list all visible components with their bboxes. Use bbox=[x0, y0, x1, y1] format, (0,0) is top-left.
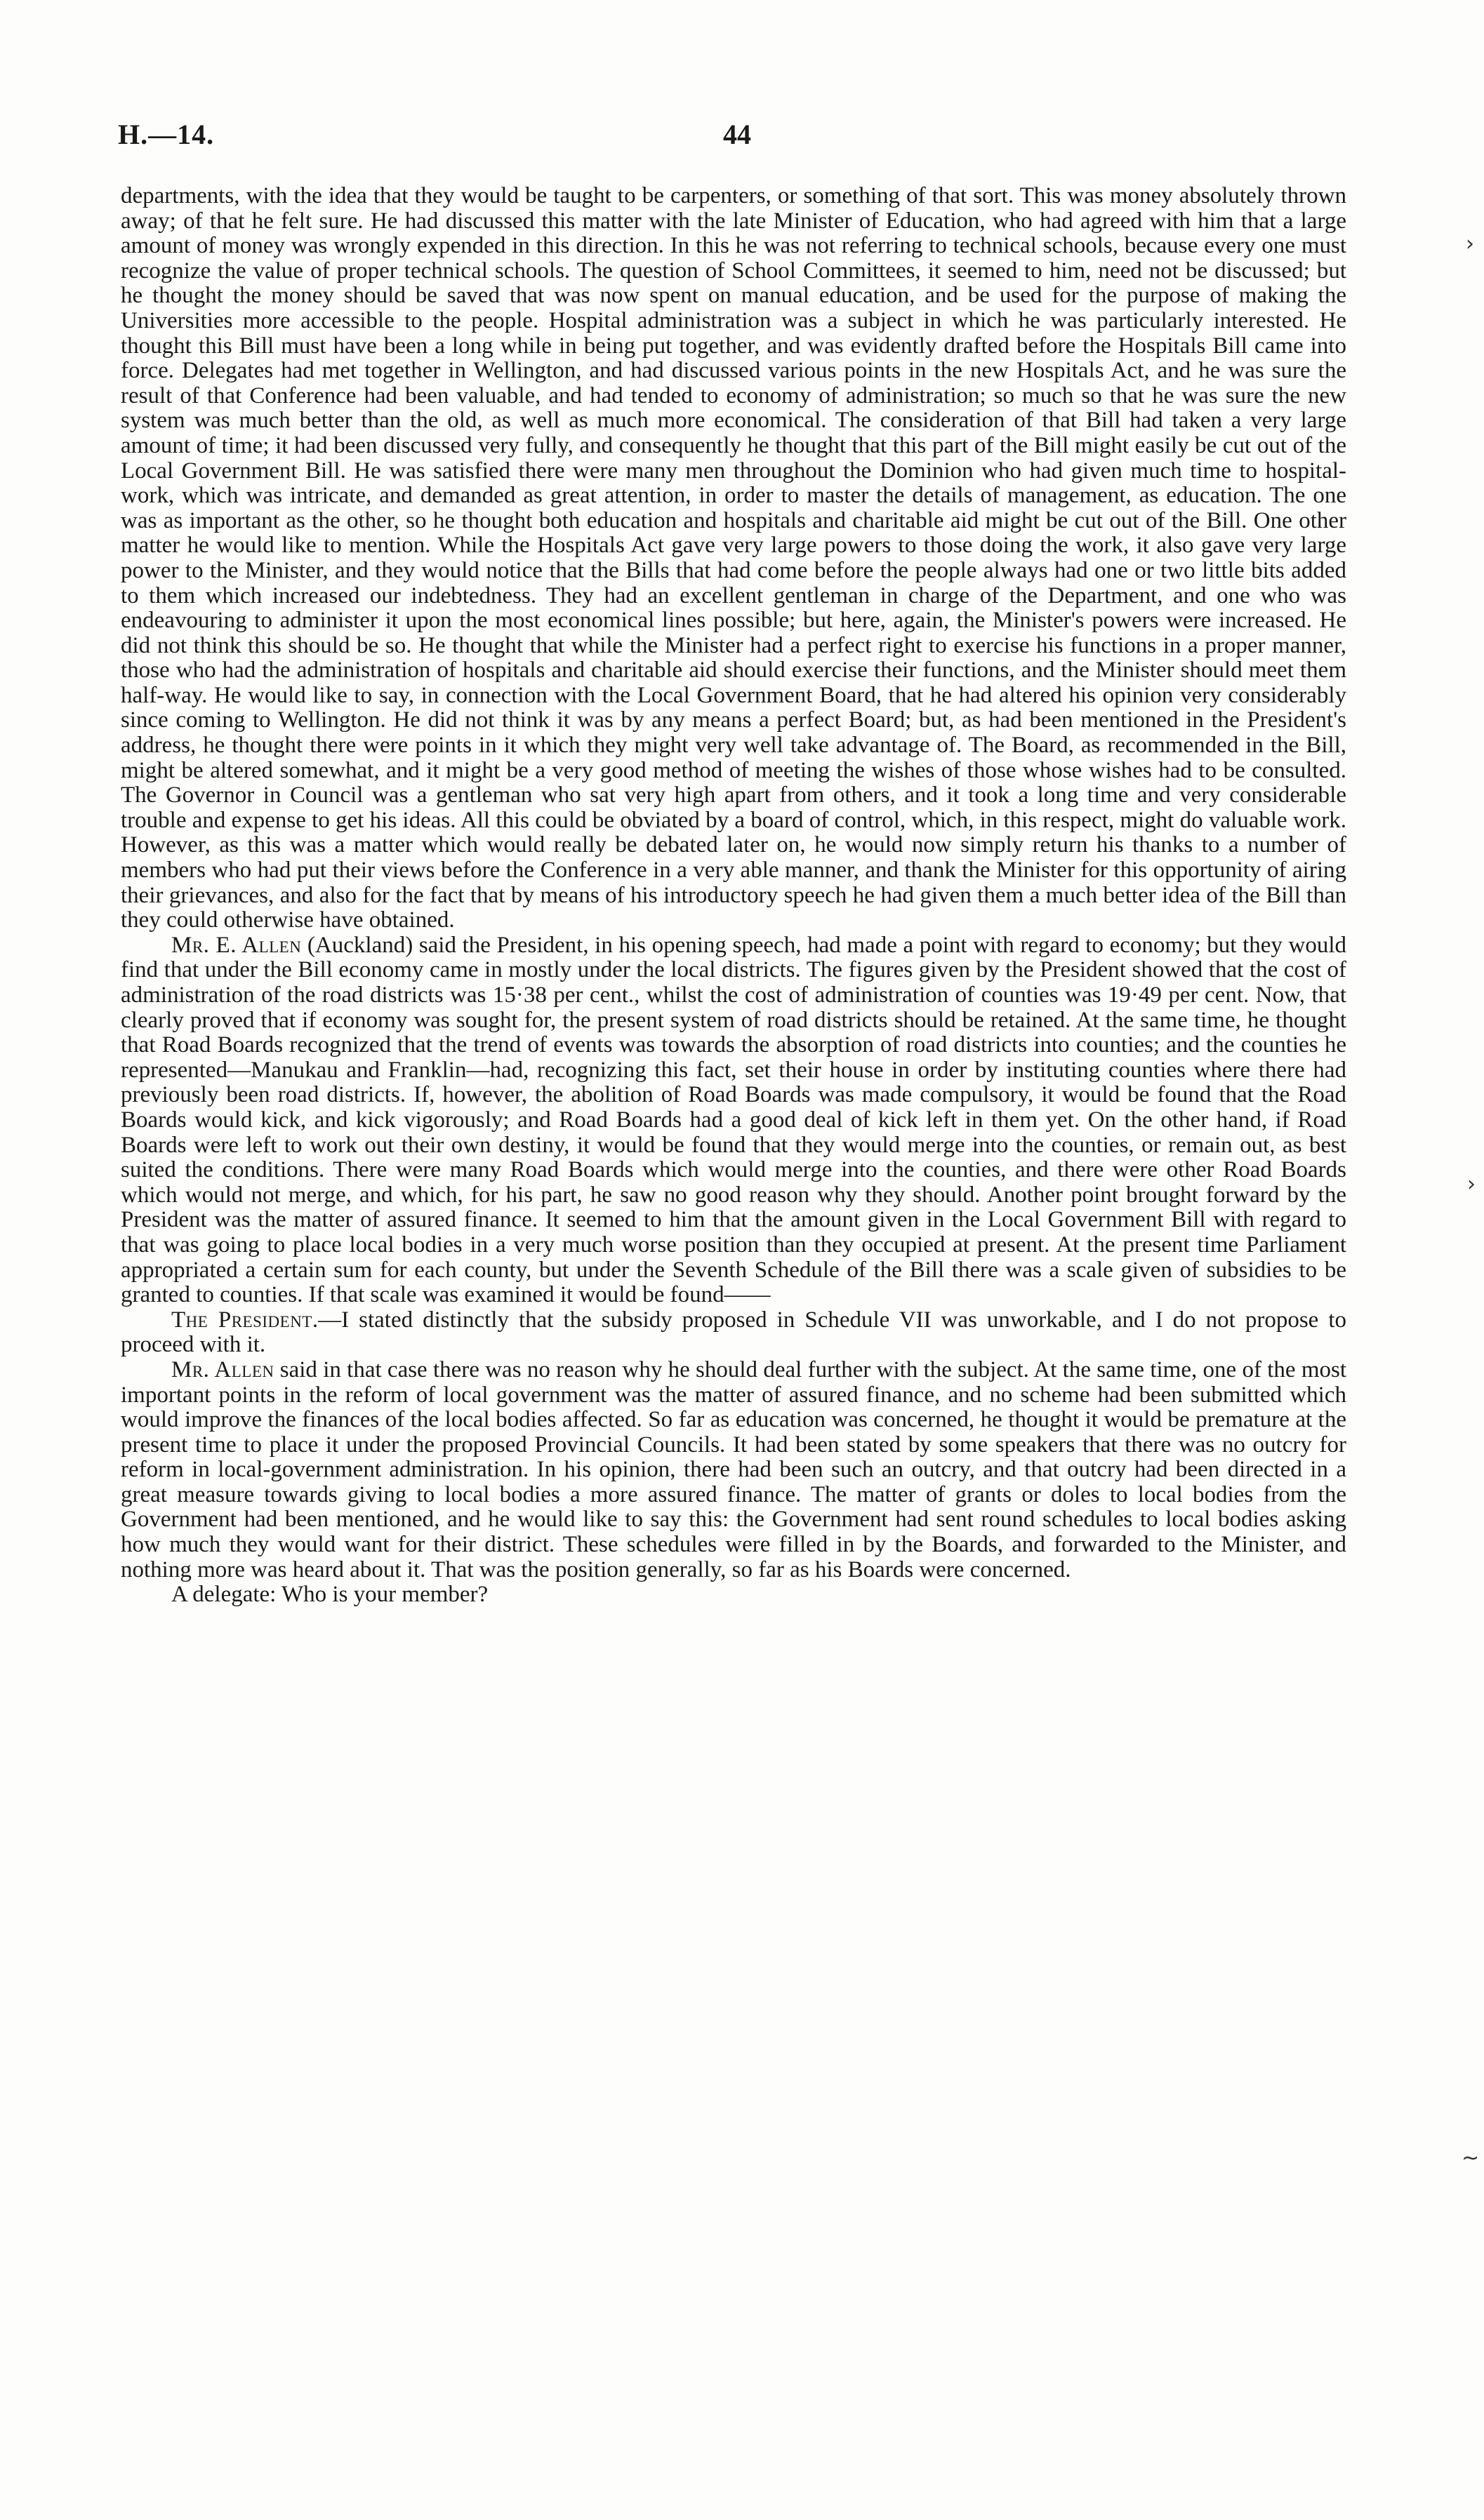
paragraph-allen-continued bbox=[121, 1358, 1346, 1582]
paragraph-continuation bbox=[121, 184, 1346, 933]
page-header bbox=[118, 118, 1346, 160]
document-reference: H.—14. bbox=[118, 119, 215, 150]
paragraph-allen-speech bbox=[121, 933, 1346, 1308]
paragraph-president-reply bbox=[121, 1308, 1346, 1358]
speaker-name: Mr. E. Allen bbox=[171, 932, 302, 958]
margin-mark: ~ bbox=[1462, 2146, 1480, 2171]
paragraph-text: departments, with the idea that they would be taught to be carpenters, or something of that sort. This was money absolutely thrown away; of that he felt sure. He had discussed this matter with the late Minister of Education, who had agreed with him that a large amount of money was wrongly expended in this direction. In this he was not referring to technical schools, because every one must recognize the value of proper technical schools. The question of School Committees, it seemed to him, need not be discussed; but he thought the money should be saved that was now spent on manual education, and be used for the purpose of making the Universities more accessible to the people. Hospital administration was a subject in which he was particularly interested. He thought this Bill must have been a long while in being put together, and was evidently drafted before the Hospitals Bill came into force. Delegates had met together in Wellington, and had discussed various points in the new Hospitals Act, and he was sure the result of that Conference had been valuable, and had tended to economy of administration; so much so that he was sure the new system was much better than the old, as well as much more economical. The consideration of that Bill had taken a very large amount of time; it had been discussed very fully, and consequently he thought that this part of the Bill might easily be cut out of the Local Government Bill. He was satisfied there were many men throughout the Dominion who had given much time to hospital-work, which was intricate, and demanded as great attention, in order to master the details of management, as education. The one was as important as the other, so he thought both education and hospitals and charitable aid might be cut out of the Bill. One other matter he would like to mention. While the Hospitals Act gave very large powers to those doing the work, it also gave very large power to the Minister, and they would notice that the Bills that had come before the people always had one or two little bits added to them which increased our indebtedness. They had an excellent gentleman in charge of the Department, and one who was endeavouring to administer it upon the most economical lines possible; but here, again, the Minister's powers were increased. He did not think this should be so. He thought that while the Minister had a perfect right to exercise his functions in a proper manner, those who had the administration of hospitals and charitable aid should exercise their functions, and the Minister should meet them half-way. He would like to say, in connection with the Local Government Board, that he had altered his opinion very considerably since coming to Wellington. He did not think it was by any means a perfect Board; but, as had been mentioned in the President's address, he thought there were points in it which they might very well take advantage of. The Board, as recommended in the Bill, might be altered somewhat, and it might be a very good method of meeting the wishes of those whose wishes had to be consulted. The Governor in Council was a gentleman who sat very high apart from others, and it took a long time and very considerable trouble and expense to get his ideas. All this could be obviated by a board of control, which, in this respect, might do valuable work. However, as this was a matter which would really be debated later on, he would now simply return his thanks to a number of members who had put their views before the Conference in a very able manner, and thank the Minister for this opportunity of airing their grievances, and also for the fact that by means of his introductory speech he had given them a much better idea of the Bill than they could otherwise have obtained. bbox=[121, 183, 1346, 933]
paragraph-text: said in that case there was no reason why he should deal further with the subject. At the same time, one of the most important points in the reform of local government was the matter of assured finance, and no scheme had been submitted which would improve the finances of the local bodies affected. So far as education was concerned, he thought it would be premature at the present time to place it under the proposed Provincial Councils. It had been stated by some speakers that there was no outcry for reform in local-government administration. In his opinion, there had been such an outcry, and that outcry had been directed in a great measure towards giving to local bodies a more assured finance. The matter of grants or doles to local bodies from the Government had been mentioned, and he would like to say this: the Government had sent round schedules to local bodies asking how much they would want for their district. These schedules were filled in by the Boards, and forwarded to the Minister, and nothing more was heard about it. That was the position generally, so far as his Boards were concerned. bbox=[121, 1356, 1346, 1582]
paragraph-text: A delegate: Who is your member? bbox=[171, 1582, 489, 1608]
paragraph-text: (Auckland) said the President, in his opening speech, had made a point with regard to economy; but they would find that under the Bill economy came in mostly under the local districts. The figures given by the President showed that the cost of administration of the road districts was 15·38 per cent., whilst the cost of administration of counties was 19·49 per cent. Now, that clearly proved that if economy was sought for, the present system of road districts should be retained. At the same time, he thought that Road Boards recognized that the trend of events was towards the absorption of road districts into counties; and the counties he represented—Manukau and Franklin—had, recognizing this fact, set their house in order by instituting counties where there had previously been road districts. If, however, the abolition of Road Boards was made compulsory, it would be found that the Road Boards would kick, and kick vigorously; and Road Boards had a good deal of kick left in them yet. On the other hand, if Road Boards were left to work out their own destiny, it would be found that they would merge into the counties, or remain out, as best suited the conditions. There were many Road Boards which would merge into the counties, and there were other Road Boards which would not merge, and which, for his part, he saw no good reason why they should. Another point brought forward by the President was the matter of assured finance. It seemed to him that the amount given in the Local Government Bill with regard to that was going to place local bodies in a very much worse position than they occupied at present. At the present time Parliament appropriated a certain sum for each county, but under the Seventh Schedule of the Bill there was a scale given of subsidies to be granted to counties. If that scale was examined it would be found—— bbox=[121, 932, 1347, 1308]
body-text bbox=[121, 184, 1346, 1608]
paragraph-delegate-question bbox=[121, 1582, 1346, 1608]
speaker-name: The President bbox=[171, 1307, 312, 1333]
margin-mark: › bbox=[1467, 1172, 1476, 1196]
margin-mark: › bbox=[1466, 232, 1474, 256]
paragraph-text: .—I stated distinctly that the subsidy proposed in Schedule VII was unworkable, and I do not propose to proceed with it. bbox=[121, 1307, 1346, 1358]
page-number: 44 bbox=[723, 119, 751, 150]
speaker-name: Mr. Allen bbox=[171, 1356, 274, 1382]
